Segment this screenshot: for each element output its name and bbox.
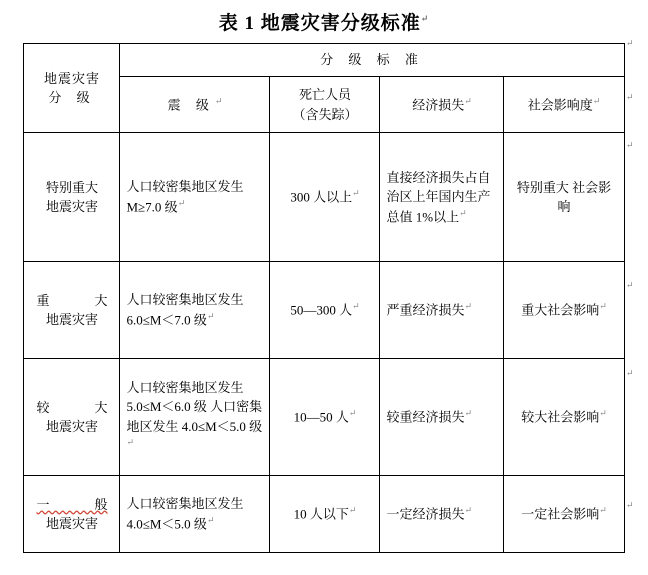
page-title-text: 表 1 地震灾害分级标准 (218, 13, 421, 34)
paragraph-mark-icon: ↵ (352, 301, 360, 312)
grade-cell (24, 262, 120, 359)
paragraph-mark-icon: ↵ (126, 437, 135, 448)
header-magnitude-label: 震 级 (167, 96, 215, 112)
table-row (24, 476, 624, 553)
deaths-text: 10—50 人 (293, 409, 349, 425)
header-social-impact-label: 社会影响度 (527, 96, 593, 112)
social-impact-line1: 较大社会影响 (521, 409, 600, 425)
header-economic-loss-label: 经济损失 (412, 96, 465, 112)
paragraph-mark-icon: ↵ (206, 514, 215, 525)
grade-line1: 重 大 (36, 292, 108, 308)
grade-line2: 地震灾害 (45, 312, 98, 327)
social-impact-line1: 特别重大 (516, 179, 569, 195)
header-grade-cell (24, 44, 120, 133)
paragraph-mark-icon: ↵ (464, 408, 473, 419)
grade-line1: 特别重大 (45, 179, 98, 195)
social-impact-cell (504, 476, 624, 553)
header-deaths-line1: 死亡人员 (298, 87, 351, 102)
header-social-impact (504, 77, 624, 133)
magnitude-text: 人口较密集地区发生 M≥7.0 级 (126, 179, 244, 215)
paragraph-mark-icon: ↵ (626, 92, 634, 102)
magnitude-cell (120, 476, 270, 553)
grade-cell (24, 359, 120, 476)
paragraph-mark-icon: ↵ (626, 500, 634, 510)
magnitude-text: 人口较密集地区发生 4.0≤M＜5.0 级 (126, 496, 244, 532)
social-impact-cell (504, 133, 624, 262)
table-header-row-1 (24, 44, 624, 77)
social-impact-cell (504, 359, 624, 476)
header-economic-loss (380, 77, 504, 133)
economic-loss-cell (380, 476, 504, 553)
deaths-text: 50—300 人 (290, 302, 353, 318)
magnitude-cell (120, 359, 270, 476)
paragraph-mark-icon: ↵ (626, 280, 634, 290)
magnitude-text: 人口较密集地区发生 5.0≤M＜6.0 级 人口密集地区发生 4.0≤M＜5.0 级 (126, 379, 263, 434)
economic-loss-text: 一定经济损失 (386, 506, 465, 522)
paragraph-mark-icon: ↵ (459, 207, 467, 218)
paragraph-mark-icon: ↵ (599, 301, 607, 312)
deaths-cell (270, 359, 380, 476)
header-magnitude (120, 77, 270, 133)
grade-line2: 地震灾害 (45, 199, 98, 214)
deaths-text: 10 人以下 (293, 506, 349, 522)
header-criteria-span: 分 级 标 准 (120, 44, 624, 77)
economic-loss-text: 直接经济损失占自治区上年国内生产总值 1%以上 (386, 169, 491, 224)
deaths-cell (270, 262, 380, 359)
grade-line1: 较 大 (36, 399, 108, 415)
paragraph-mark-icon: ↵ (464, 95, 472, 106)
paragraph-mark-icon: ↵ (348, 505, 357, 516)
paragraph-mark-icon: ↵ (626, 368, 634, 378)
page-title (0, 0, 648, 43)
social-impact-line1: 重大社会影响 (521, 302, 600, 318)
header-grade-line2: 分 级 (48, 90, 96, 105)
deaths-cell (270, 133, 380, 262)
economic-loss-text: 较重经济损失 (386, 409, 465, 425)
economic-loss-text: 严重经济损失 (386, 302, 465, 318)
social-impact-cell (504, 262, 624, 359)
deaths-text: 300 人以上 (290, 189, 353, 205)
paragraph-mark-icon: ↵ (464, 301, 473, 312)
paragraph-mark-icon: ↵ (599, 408, 607, 419)
paragraph-mark-icon: ↵ (214, 95, 223, 106)
paragraph-mark-icon: ↵ (420, 13, 430, 24)
table-row (24, 262, 624, 359)
header-deaths (270, 77, 380, 133)
economic-loss-cell (380, 133, 504, 262)
paragraph-mark-icon: ↵ (206, 310, 215, 321)
magnitude-cell (120, 133, 270, 262)
paragraph-mark-icon: ↵ (352, 188, 360, 199)
magnitude-cell (120, 262, 270, 359)
grade-line2: 地震灾害 (45, 419, 98, 434)
table-row (24, 133, 624, 262)
grade-line1: 一 般 (36, 496, 108, 512)
social-impact-line1: 一定社会影响 (521, 506, 600, 522)
grade-cell (24, 133, 120, 262)
paragraph-mark-icon: ↵ (348, 408, 357, 419)
paragraph-mark-icon: ↵ (626, 140, 634, 150)
earthquake-grade-table (23, 43, 624, 553)
deaths-cell (270, 476, 380, 553)
header-grade-line1: 地震灾害 (43, 70, 100, 86)
paragraph-mark-icon: ↵ (464, 505, 473, 516)
paragraph-mark-icon: ↵ (592, 95, 601, 106)
header-deaths-line2: （含失踪） (292, 106, 358, 122)
magnitude-text: 人口较密集地区发生 6.0≤M＜7.0 级 (126, 292, 244, 328)
economic-loss-cell (380, 359, 504, 476)
grade-line2: 地震灾害 (45, 516, 98, 531)
social-impact-line2: 社会影响 (557, 179, 612, 214)
table-row (24, 359, 624, 476)
economic-loss-cell (380, 262, 504, 359)
grade-cell (24, 476, 120, 553)
paragraph-mark-icon: ↵ (177, 197, 186, 208)
paragraph-mark-icon: ↵ (599, 505, 607, 516)
paragraph-mark-icon: ↵ (626, 38, 634, 48)
